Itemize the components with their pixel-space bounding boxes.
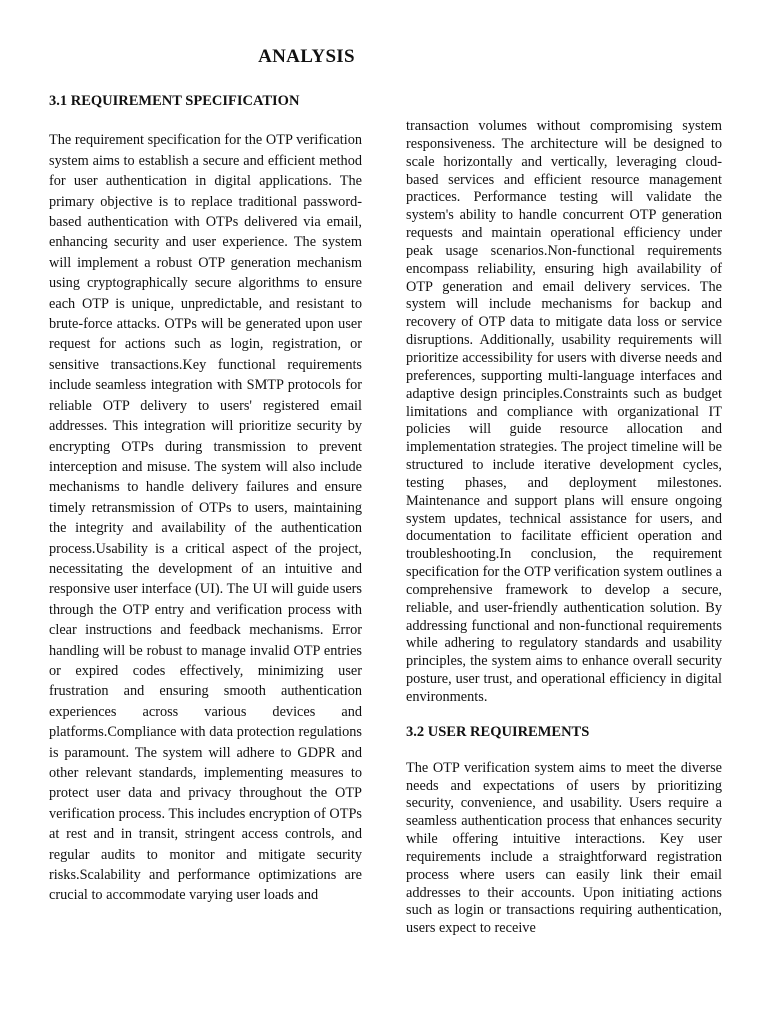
section-heading-user-requirements: 3.2 USER REQUIREMENTS	[406, 723, 590, 740]
page-title: ANALYSIS	[258, 46, 355, 67]
left-column	[49, 91, 362, 906]
requirement-specification-paragraph-continued: transaction volumes without compromising system responsiveness. The architecture will be designed to scale horizontally and vertically, leveraging cloud-based services and efficient resource management practices. Performance testing will validate the system's ability to handle concurrent OTP generation requests and maintain operational efficiency under peak usage scenarios.Non-functional requirements encompass reliability, ensuring high availability of OTP generation and email delivery services. The system will include mechanisms for backup and recovery of OTP data to mitigate data loss or service disruptions. Additionally, usability requirements will prioritize accessibility for users with diverse needs and preferences, supporting multi-language interfaces and adaptive design principles.Constraints such as budget limitations and compliance with organizational IT policies will guide resource allocation and implementation strategies. The project timeline will be structured to include iterative development cycles, testing phases, and deployment milestones. Maintenance and support plans will ensure ongoing system updates, technical assistance for users, and documentation to facilitate efficient operation and troubleshooting.In conclusion, the requirement specification for the OTP verification system outlines a comprehensive framework to develop a secure, reliable, and user-friendly authentication solution. By addressing functional and non-functional requirements while adhering to regulatory standards and usability principles, the system aims to enhance overall security posture, user trust, and operational efficiency in digital environments.	[406, 118, 722, 705]
right-column	[406, 118, 722, 938]
requirement-specification-paragraph: The requirement specification for the OTP verification system aims to establish a secure and efficient method for user authentication in digital applications. The primary objective is to replace traditional password-based authentication with OTPs delivered via email, enhancing security and user experience. The system will implement a robust OTP generation mechanism using cryptographically secure algorithms to ensure each OTP is unique, unpredictable, and resistant to brute-force attacks. OTPs will be generated upon user request for actions such as login, registration, or sensitive transactions.Key functional requirements include seamless integration with SMTP protocols for reliable OTP delivery to users' registered email addresses. This integration will prioritize security by encrypting OTPs during transmission to prevent interception and misuse. The system will also include mechanisms to handle delivery failures and ensure timely retransmission of OTPs to users, maintaining the integrity and availability of the authentication process.Usability is a critical aspect of the project, necessitating the development of an intuitive and responsive user interface (UI). The UI will guide users through the OTP entry and verification process with clear instructions and feedback mechanisms. Error handling will be robust to manage invalid OTP entries or expired codes effectively, minimizing user frustration and ensuring smooth authentication experiences across various devices and platforms.Compliance with data protection regulations is paramount. The system will adhere to GDPR and other relevant standards, implementing measures to protect user data and privacy throughout the OTP verification process. This includes encryption of OTPs at rest and in transit, stringent access controls, and regular audits to monitor and mitigate security risks.Scalability and performance optimizations are crucial to accommodate varying user loads and	[49, 132, 362, 904]
user-requirements-paragraph: The OTP verification system aims to meet the diverse needs and expectations of users by prioritizing security, convenience, and usability. Users require a seamless authentication process that enhances security while offering intuitive interactions. Key user requirements include a straightforward registration process where users can easily link their email addresses to their accounts. Upon initiating actions such as login or transactions requiring authentication, users expect to receive	[406, 759, 722, 937]
section-heading-requirement-specification: 3.1 REQUIREMENT SPECIFICATION	[49, 93, 300, 109]
